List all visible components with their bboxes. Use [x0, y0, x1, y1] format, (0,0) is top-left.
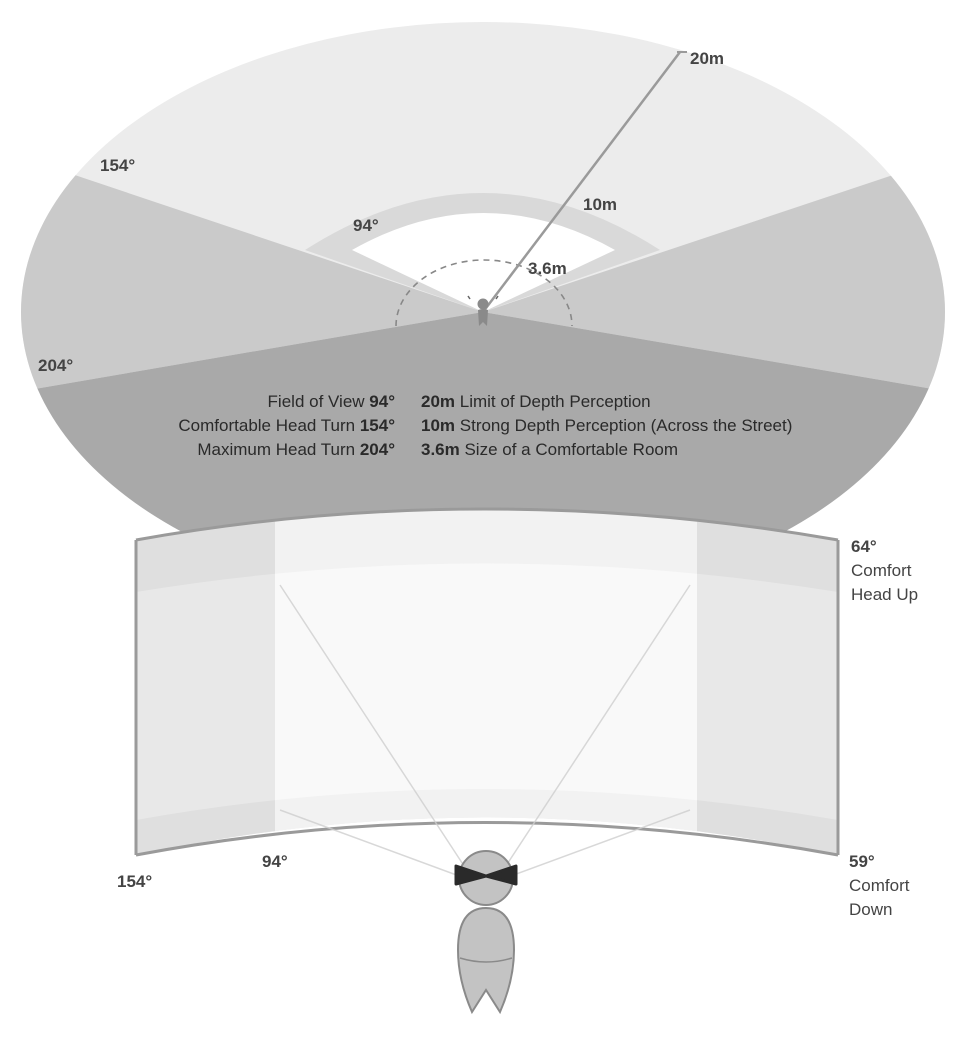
legend-comfortable: Comfortable Head Turn 154° [178, 416, 395, 435]
label-154-top: 154° [100, 156, 136, 175]
label-94-top: 94° [353, 216, 379, 235]
legend-10m: 10m Strong Depth Perception (Across the Street) [421, 416, 793, 435]
legend-20m: 20m Limit of Depth Perception [421, 392, 651, 411]
label-20m: 20m [690, 49, 725, 68]
label-204-top: 204° [38, 356, 74, 375]
label-3-6m: 3.6m [528, 259, 567, 278]
label-head-up: 64° Comfort Head Up [851, 537, 919, 604]
legend-maximum: Maximum Head Turn 204° [197, 440, 395, 459]
legend-3-6m: 3.6m Size of a Comfortable Room [421, 440, 679, 459]
label-down: 59° Comfort Down [849, 852, 910, 919]
label-154-side: 154° [117, 872, 153, 891]
label-10m: 10m [583, 195, 618, 214]
person-headset-icon [456, 851, 516, 1012]
front-view [117, 470, 918, 1012]
label-94-side: 94° [262, 852, 288, 871]
legend-fov: Field of View 94° [267, 392, 395, 411]
